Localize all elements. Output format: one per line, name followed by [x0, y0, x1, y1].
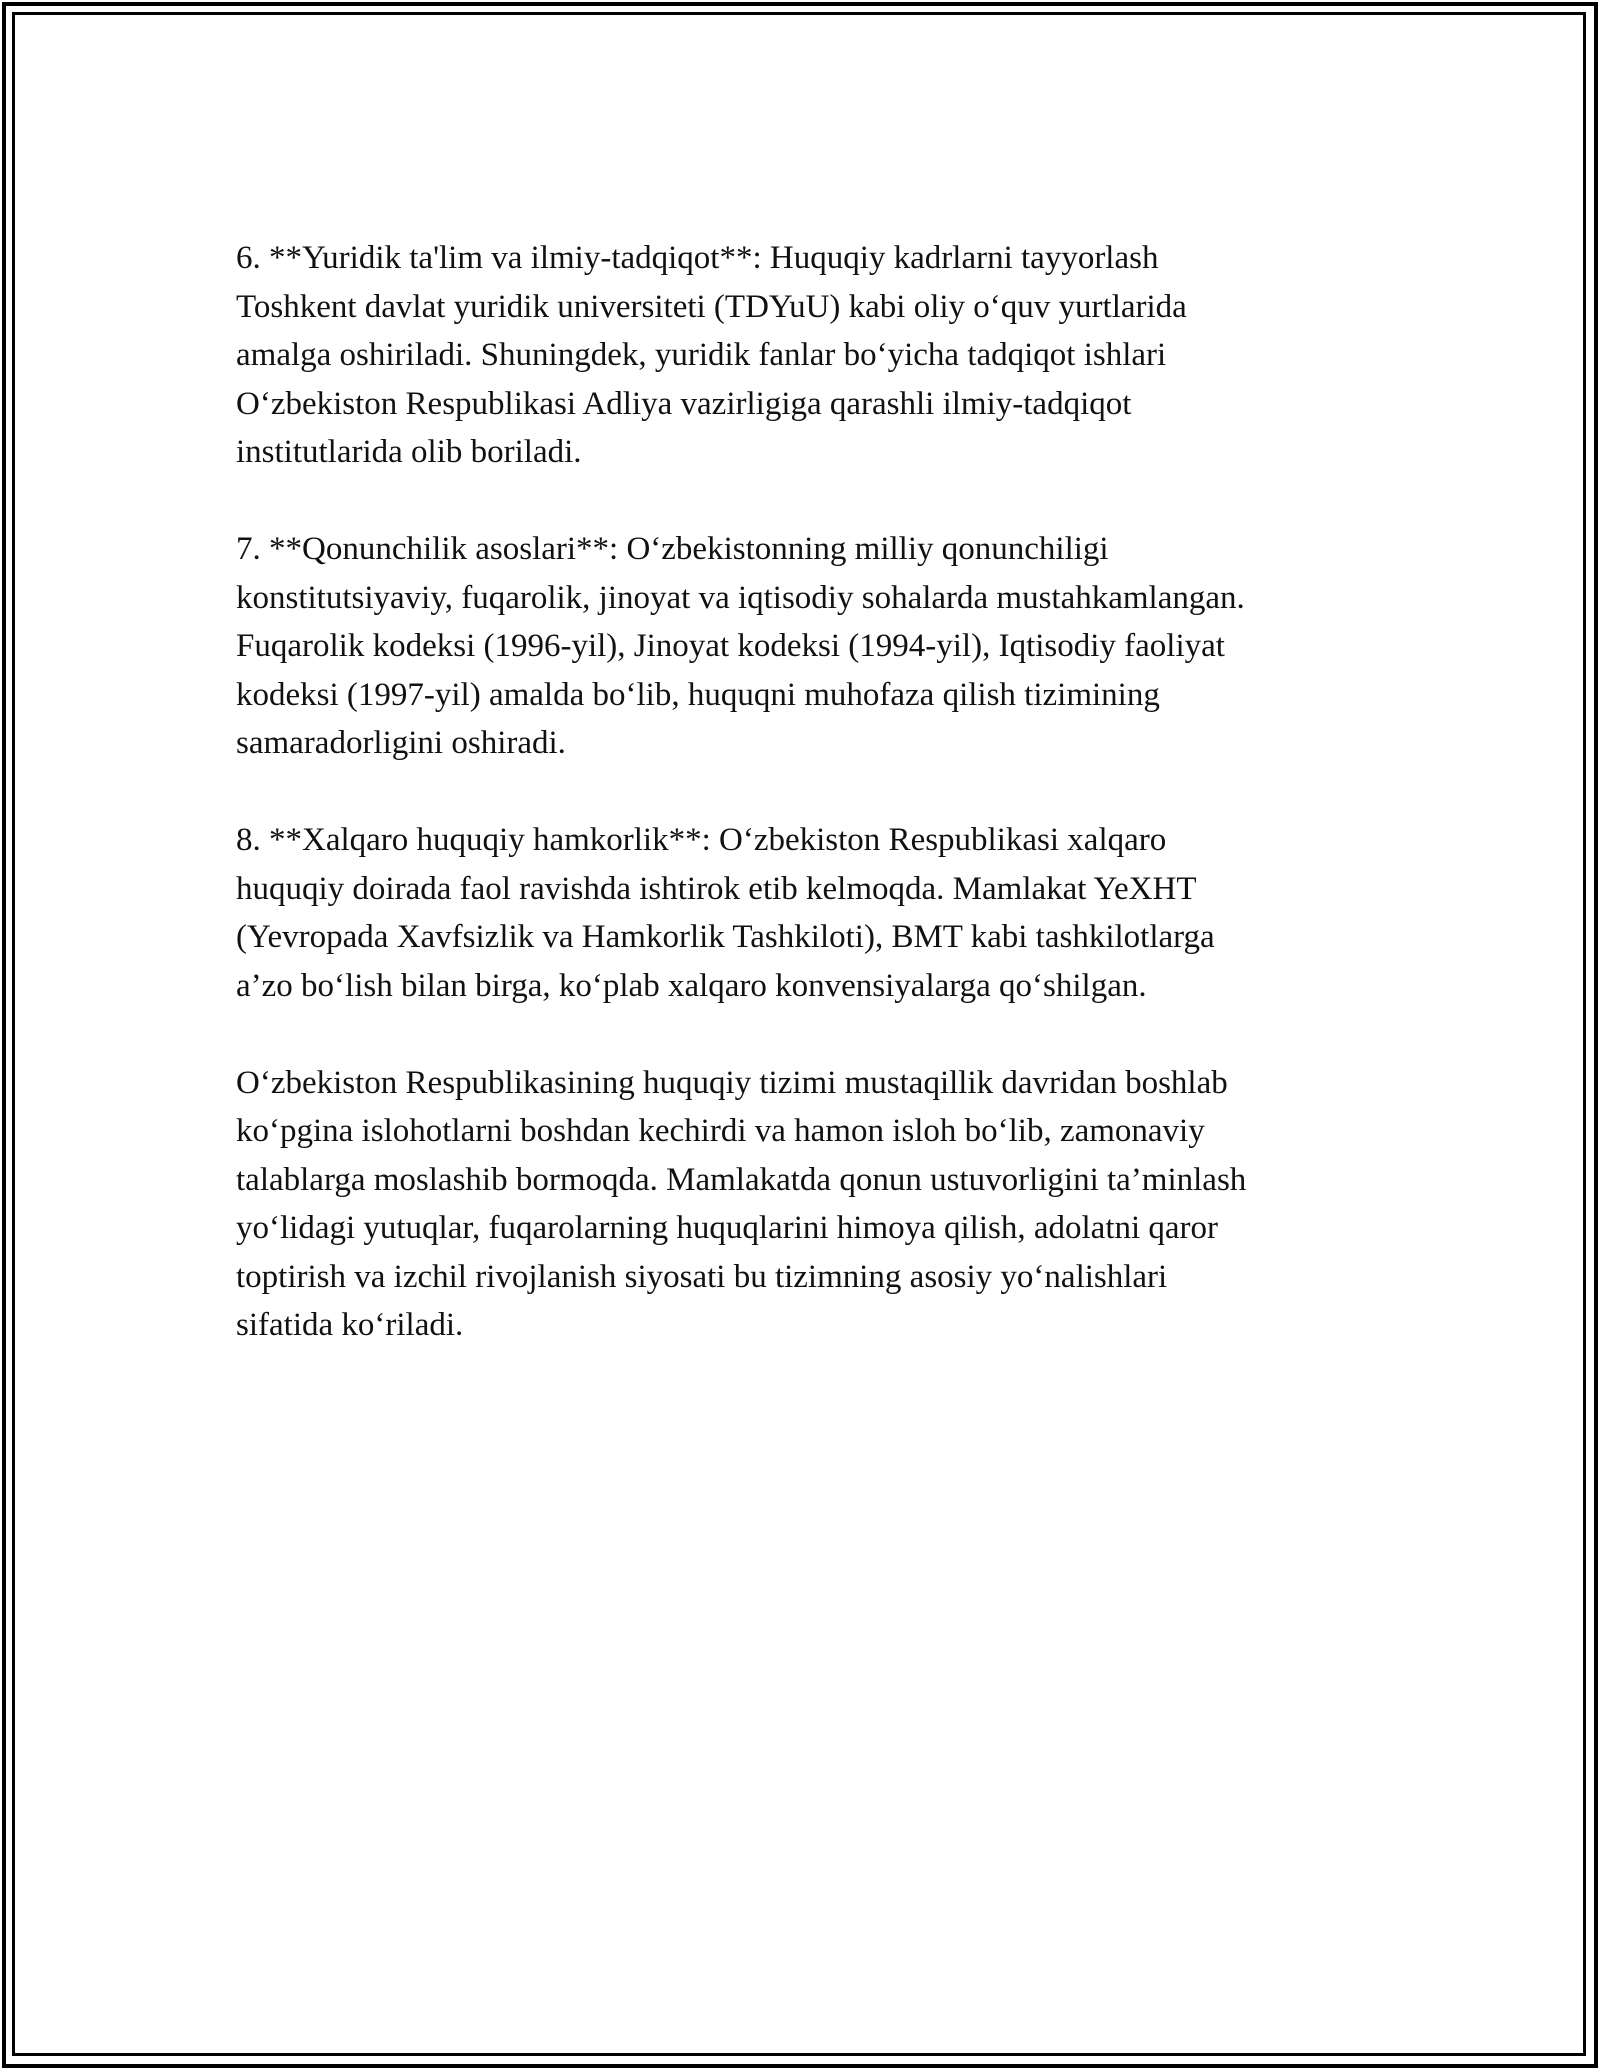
paragraph-international-cooperation: 8. **Xalqaro huquqiy hamkorlik**: O‘zbekiston Respublikasi xalqaro huquqiy doirada faol ravishda ishtirok etib kelmoqda. Mamlakat YeXHT (Yevropada Xavfsizlik va Hamkorlik Tashkiloti), BMT kabi tashkilotlarga a’zo bo‘lish bilan birga, ko‘plab xalqaro konvensiyalarga qo‘shilgan.	[236, 822, 1215, 1004]
paragraph-conclusion: O‘zbekiston Respublikasining huquqiy tizimi mustaqillik davridan boshlab ko‘pgina islohotlarni boshdan kechirdi va hamon isloh bo‘lib, zamonaviy talablarga moslashib bormoqda. Mamlakatda qonun ustuvorligini ta’minlash yo‘lidagi yutuqlar, fuqarolarning huquqlarini himoya qilish, adolatni qaror toptirish va izchil rivojlanish siyosati bu tizimning asosiy yo‘nalishlari sifatida ko‘riladi.	[236, 1064, 1247, 1343]
paragraph-legal-education: 6. **Yuridik ta'lim va ilmiy-tadqiqot**: Huquqiy kadrlarni tayyorlash Toshkent davlat yuridik universiteti (TDYuU) kabi oliy o‘quv yurtlarida amalga oshiriladi. Shuningdek, yuridik fanlar bo‘yicha tadqiqot ishlari O‘zbekiston Respublikasi Adliya vazirligiga qarashli ilmiy-tadqiqot institutlarida olib boriladi.	[236, 240, 1187, 470]
paragraph-legislative-basis: 7. **Qonunchilik asoslari**: O‘zbekistonning milliy qonunchiligi konstitutsiyaviy, fuqarolik, jinoyat va iqtisodiy sohalarda mustahkamlangan. Fuqarolik kodeksi (1996-yil), Jinoyat kodeksi (1994-yil), Iqtisodiy faoliyat kodeksi (1997-yil) amalda bo‘lib, huquqni muhofaza qilish tizimining samaradorligini oshiradi.	[236, 531, 1245, 761]
document-body	[236, 234, 1386, 1398]
